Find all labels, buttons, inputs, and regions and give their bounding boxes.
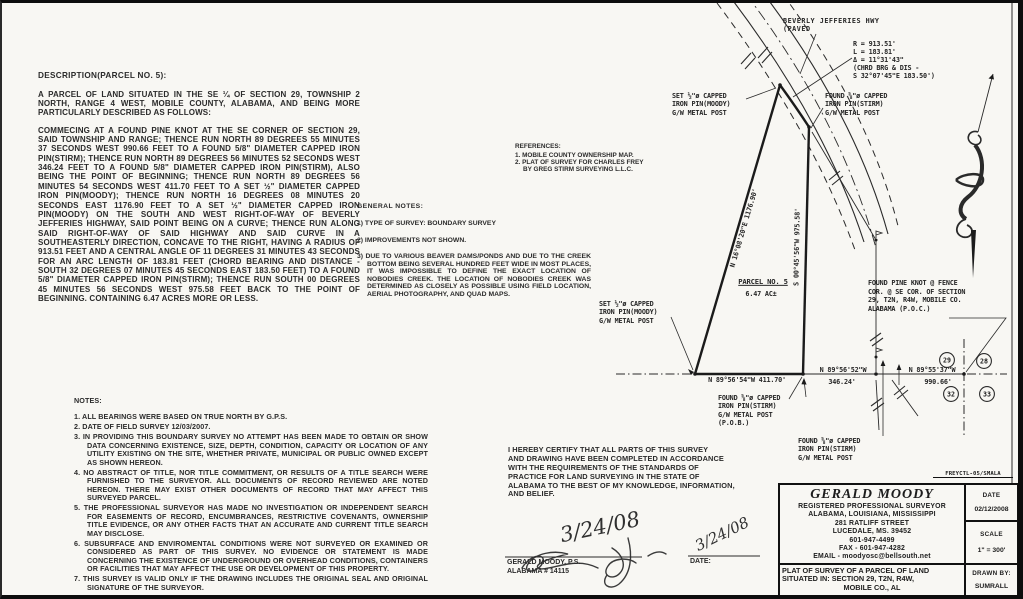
general-note-item: 3) DUE TO VARIOUS BEAVER DAMS/PONDS AND DUE TO THE CREEK BOTTOM BEING SEVERAL HUNDRED FEET WIDE IN MOST PLACES, IT WAS IMPOSSIBLE TO DEFINE THE EXACT LOCATION OF NOBODIES CREEK. THE LOCATION OF NOBODIES CREEK WAS DETERMINED AS CLOSELY AS POSSIBLE USING FIELD LOCATION, AERIAL PHOTOGRAPHY, AND QUAD MAPS. (357, 253, 591, 298)
general-notes-title: GENERAL NOTES: (357, 203, 424, 210)
references-block (515, 143, 651, 173)
certification-block: I HEREBY CERTIFY THAT ALL PARTS OF THIS SURVEY AND DRAWING HAVE BEEN COMPLETED IN ACCORDANCE WITH THE REQUIREMENTS OF THE STANDARDS OF PRACTICE FOR LAND SURVEYING IN THE STATE OF ALABAMA TO THE BEST OF MY KNOWLEDGE, INFORMATION, AND BELIEF. (508, 445, 735, 499)
svg-text:28: 28 (980, 357, 988, 366)
reference-item: 1. MOBILE COUNTY OWNERSHIP MAP. (515, 152, 634, 160)
parcel-number-label: PARCEL NO. 5 (738, 276, 788, 286)
general-note-item: 2) IMPROVEMENTS NOT SHOWN. (357, 236, 467, 244)
north-arrow-ornament (956, 74, 994, 278)
general-note-item: 1) TYPE OF SURVEY: BOUNDARY SURVEY (357, 220, 496, 228)
surveyor-name-line: GERALD MOODY, P.S. (507, 559, 581, 566)
signature-rule-lines (505, 556, 760, 557)
title-block-surveyor-info: GERALD MOODY REGISTERED PROFESSIONAL SURVEYOR ALABAMA, LOUISIANA, MISSISSIPPI 281 RATLIFF STREET LUCEDALE, MS. 39452 601-947-4499 FAX - 601-947-4282 EMAIL - moodyosc@bellsouth.net (780, 485, 964, 565)
note-item: 1. ALL BEARINGS WERE BASED ON TRUE NORTH BY G.P.S. (74, 412, 288, 422)
references-title: REFERENCES: (515, 143, 561, 150)
found-pin-curve-label: FOUND ⅝"ø CAPPED IRON PIN(STIRM) G/W METAL POST (825, 92, 888, 117)
description-paragraph-2: COMMECING AT A FOUND PINE KNOT AT THE SE CORNER OF SECTION 29, SAID TOWNSHIP AND RANGE; THENCE RUN NORTH 89 DEGREES 55 MINUTES 37 SECONDS WEST 990.66 FEET TO A FOUND 5/8" DIAMETER CAPPED IRON PIN(STIRM); THENCE RUN NORTH 89 DEGREES 56 MINUTES 52 SECONDS WEST 346.24 FEET TO A FOUND 5/8" DIAMETER CAPPED IRON PIN(STIRM), ALSO BEING THE POINT OF BEGINNING; THENCE RUN NORTH 89 DEGREES 56 MINUTES 54 SECONDS WEST 411.70 FEET TO A SET ½" DIAMETER CAPPED IRON PIN(MOODY); THENCE RUN NORTH 16 DEGREES 08 MINUTES 20 SECONDS EAST 1176.90 FEET TO A SET ½" DIAMETER CAPPED IRON PIN(MOODY) ON THE SOUTH AND WEST RIGHT-OF-WAY OF BEVERLY JEFFERIES HIGHWAY, SAID POINT BEING ON A CURVE; THENCE RUN ALONG SAID RIGHT-OF-WAY OF SAID HIGHWAY AND SAID CURVE IN A SOUTHEASTERLY DIRECTION, CONCAVE TO THE RIGHT, HAVING A RADIUS OF 913.51 FEET AND A CENTRAL ANGLE OF 11 DEGREES 31 MINUTES 43 SECONDS FOR AN ARC LENGTH OF 183.81 FEET (CHORD BEARING AND DISTANCE - SOUTH 32 DEGREES 07 MINUTES 45 SECONDS EAST 183.50 FEET) TO A FOUND 5/8" DIAMETER CAPPED IRON PIN(STIRM); THENCE RUN SOUTH 00 DEGREES 45 MINUTES 56 SECONDS WEST 975.58 FEET BACK TO THE POINT OF BEGINNING. CONTAINING 6.47 ACRES MORE OR LESS. (38, 125, 360, 304)
section-lines (616, 339, 1007, 437)
bearing-south-2: N 89°56'52"W (819, 365, 867, 374)
date-label: DATE: (690, 558, 711, 565)
note-item: 4. NO ABSTRACT OF TITLE, NOR TITLE COMMITMENT, OR RESULTS OF A TITLE SEARCH WERE FURNISHED TO THE SURVEYOR. ALL DOCUMENTS OF RECORD REVIEWED ARE NOTED HEREON. THERE MAY EXIST OTHER DOCUMENTS OF RECORD THAT MAY AFFECT THIS SURVEYED PARCEL. (74, 467, 428, 503)
note-item: 3. IN PROVIDING THIS BOUNDARY SURVEY NO ATTEMPT HAS BEEN MADE TO OBTAIN OR SHOW DATA CONCERNING EXISTENCE, SIZE, DEPTH, CONDITION, CAPACITY OR LOCATION OF ANY UTILITY EXISTING ON THE SITE, WHETHER PRIVATE, MUNICIPAL OR PUBLIC OWNED EXCEPT AS SHOWN HEREON. (74, 432, 428, 467)
parcel-area-label: 6.47 AC± (745, 289, 777, 298)
notes-title: NOTES: (74, 396, 102, 405)
set-pin-sw-label: SET ½"ø CAPPED IRON PIN(MOODY) G/W METAL POST (599, 300, 658, 325)
found-pin-990-label: FOUND ⅝"ø CAPPED IRON PIN(STIRM) G/W METAL POST (798, 437, 861, 462)
note-item: 5. THE PROFESSIONAL SURVEYOR HAS MADE NO INVESTIGATION OR INDEPENDENT SEARCH FOR EASEMENTS OF RECORD, ENCUMBRANCES, RESTRICTIVE COVENANTS, OWNERSHIP TITLE EVIDENCE, OR ANY OTHER FACTS THAT AN ACCURATE AND CURRENT TITLE SEARCH MAY DISCLOSE. (74, 503, 428, 538)
surveyor-company-name: GERALD MOODY (810, 487, 934, 502)
curve-data-label: R = 913.51' L = 183.81' Δ = 11°31'43" (CHRD BRG & DIS - S 32°07'45"E 183.50') (853, 40, 935, 80)
bearing-west-line: N 16°08'20"E 1176.90' (728, 187, 760, 269)
description-title: DESCRIPTION(PARCEL NO. 5): (38, 71, 167, 80)
description-paragraph-1: A PARCEL OF LAND SITUATED IN THE SE ¼ OF SECTION 29, TOWNSHIP 2 NORTH, RANGE 4 WEST, MOBILE COUNTY, ALABAMA, AND BEING MORE PARTICULARLY DESCRIBED AS FOLLOWS: (38, 89, 360, 118)
notes-block (74, 397, 428, 594)
title-block-drawn-by-cell: DRAWN BY: SUMRALL (972, 570, 1011, 590)
pine-knot-label: FOUND PINE KNOT @ FENCE COR. @ SE COR. OF SECTION 29, T2N, R4W, MOBILE CO. ALABAMA (P.O.C.) (868, 279, 966, 313)
bearing-east-line: S 00°45'56"W 975.58' (792, 208, 802, 286)
distance-south-2: 346.24' (828, 377, 856, 386)
highway-label: BEVERLY JEFFERIES HWY (PAVED (783, 17, 880, 34)
handwritten-date-1: 3/24/08 (557, 506, 643, 548)
surveyor-license-line: ALABAMA # 14115 (507, 568, 569, 575)
title-block (778, 483, 1019, 597)
bearing-south-3: N 89°55'37"W (908, 365, 956, 374)
svg-text:32: 32 (947, 390, 955, 399)
reference-item: 2. PLAT OF SURVEY FOR CHARLES FREY BY GREG STIRM SURVEYING L.L.C. (515, 159, 644, 174)
handwritten-date-2: 3/24/08 (692, 513, 752, 555)
note-item: 7. THIS SURVEY IS VALID ONLY IF THE DRAWING INCLUDES THE ORIGINAL SEAL AND ORIGINAL SIGNATURE OF THE SURVEYOR. (74, 574, 428, 592)
file-reference: FREYCTL-05/SMALA (933, 471, 1013, 478)
distance-south-3: 990.66' (924, 377, 952, 386)
title-block-scale-cell: SCALE 1" = 300' (966, 522, 1017, 565)
note-item: 6. SUBSURFACE AND ENVIROMENTAL CONDITIONS WERE NOT SURVEYED OR EXAMINED OR CONSIDERED AS PART OF THIS SURVEY. NO EVIDENCE OR STATEMENT IS MADE CONCERNING THE EXISTENCE OF UNDERGROUND OR OVERHEAD CONDITIONS, CONTAINERS OR FACILITIES THAT MAY AFFECT THE USE OR DEVELOPMENT OF THIS PROPERTY. (74, 538, 428, 574)
bearing-south-1: N 89°56'54"W 411.70' (708, 375, 786, 384)
general-notes-block (357, 203, 591, 307)
title-block-plat-description: PLAT OF SURVEY OF A PARCEL OF LAND SITUATED IN: SECTION 29, T2N, R4W, MOBILE CO., AL (782, 565, 930, 593)
svg-text:33: 33 (983, 390, 991, 399)
note-item: 2. DATE OF FIELD SURVEY 12/03/2007. (74, 422, 211, 432)
set-pin-nw-label: SET ½"ø CAPPED IRON PIN(MOODY) G/W METAL POST (672, 92, 731, 117)
found-pin-pob-label: FOUND ⅝"ø CAPPED IRON PIN(STIRM) G/W METAL POST (P.O.B.) (718, 394, 781, 427)
title-block-date-cell: DATE 02/12/2008 (966, 485, 1017, 522)
svg-text:29: 29 (943, 356, 951, 365)
legal-description-block (38, 71, 360, 312)
parcel-boundary (695, 85, 809, 374)
